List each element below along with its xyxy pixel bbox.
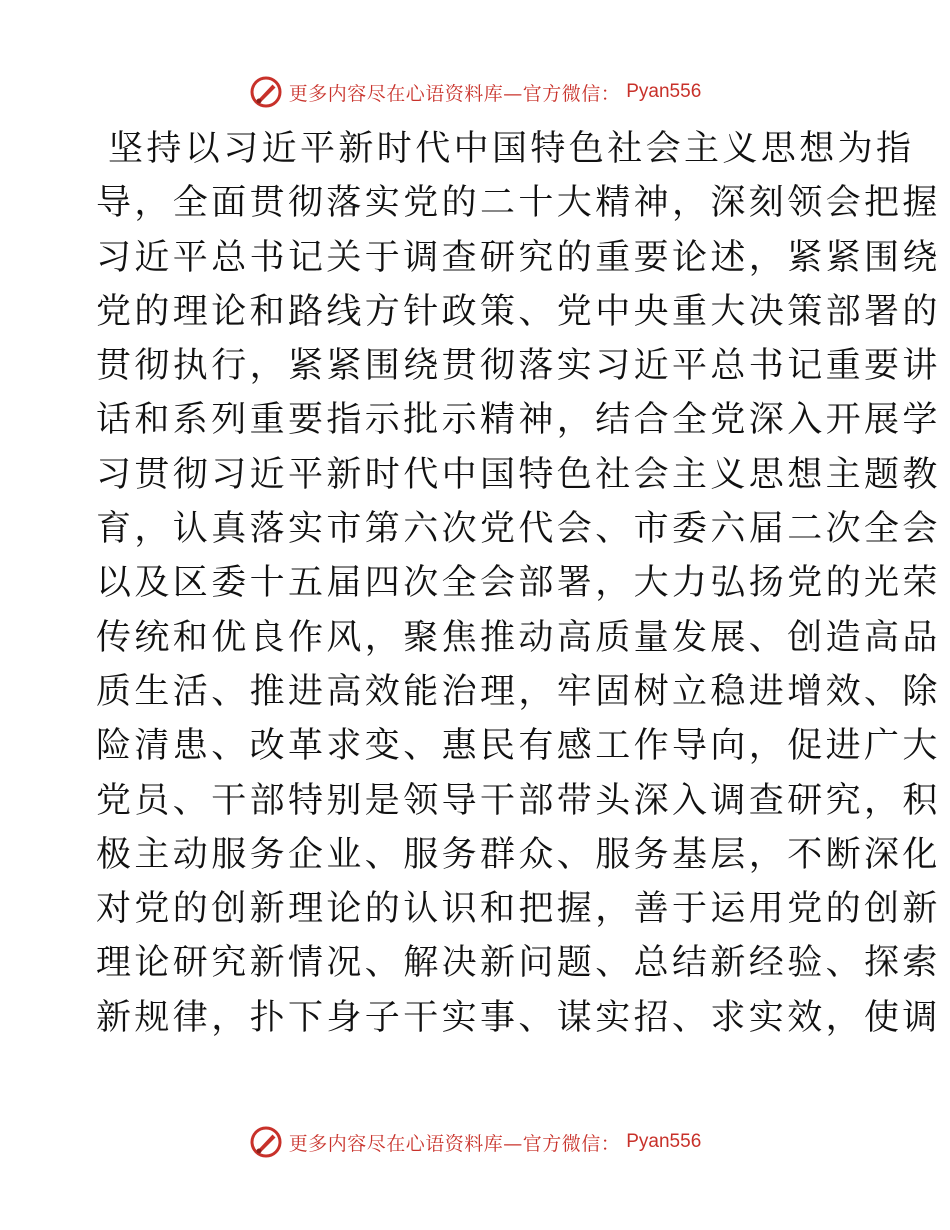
body-line: 党员、干部特别是领导干部带头深入调查研究，积 xyxy=(96,780,941,821)
body-line: 导，全面贯彻落实党的二十大精神，深刻领会把握 xyxy=(96,183,941,224)
watermark-account: Pyan556 xyxy=(626,81,702,102)
body-line: 极主动服务企业、服务群众、服务基层，不断深化 xyxy=(96,834,941,875)
document-body xyxy=(96,122,941,1045)
body-line: 坚持以习近平新时代中国特色社会主义思想为指 xyxy=(108,129,915,169)
watermark-text: 更多内容尽在心语资料库—官方微信： xyxy=(288,82,621,105)
body-line: 习近平总书记关于调查研究的重要论述，紧紧围绕 xyxy=(96,237,941,278)
body-line: 对党的创新理论的认识和把握，善于运用党的创新 xyxy=(96,889,941,930)
body-line: 育，认真落实市第六次党代会、市委六届二次全会 xyxy=(96,509,941,550)
watermark-account: Pyan556 xyxy=(626,1131,702,1152)
body-line: 险清患、改革求变、惠民有感工作导向，促进广大 xyxy=(96,726,941,767)
brush-logo-icon xyxy=(249,1125,283,1159)
body-line: 习贯彻习近平新时代中国特色社会主义思想主题教 xyxy=(96,454,941,495)
body-line: 新规律，扑下身子干实事、谋实招、求实效，使调 xyxy=(96,997,941,1038)
header-watermark xyxy=(0,72,950,112)
body-line: 话和系列重要指示批示精神，结合全党深入开展学 xyxy=(96,400,941,441)
body-line: 贯彻执行，紧紧围绕贯彻落实习近平总书记重要讲 xyxy=(96,346,941,387)
body-line: 党的理论和路线方针政策、党中央重大决策部署的 xyxy=(96,291,941,332)
body-line: 传统和优良作风，聚焦推动高质量发展、创造高品 xyxy=(96,617,941,658)
body-line: 质生活、推进高效能治理，牢固树立稳进增效、除 xyxy=(96,671,941,712)
brush-logo-icon xyxy=(249,75,283,109)
watermark-text: 更多内容尽在心语资料库—官方微信： xyxy=(288,1132,621,1155)
footer-watermark xyxy=(0,1122,950,1162)
body-line: 以及区委十五届四次全会部署，大力弘扬党的光荣 xyxy=(96,563,941,604)
body-line: 理论研究新情况、解决新问题、总结新经验、探索 xyxy=(96,943,941,984)
